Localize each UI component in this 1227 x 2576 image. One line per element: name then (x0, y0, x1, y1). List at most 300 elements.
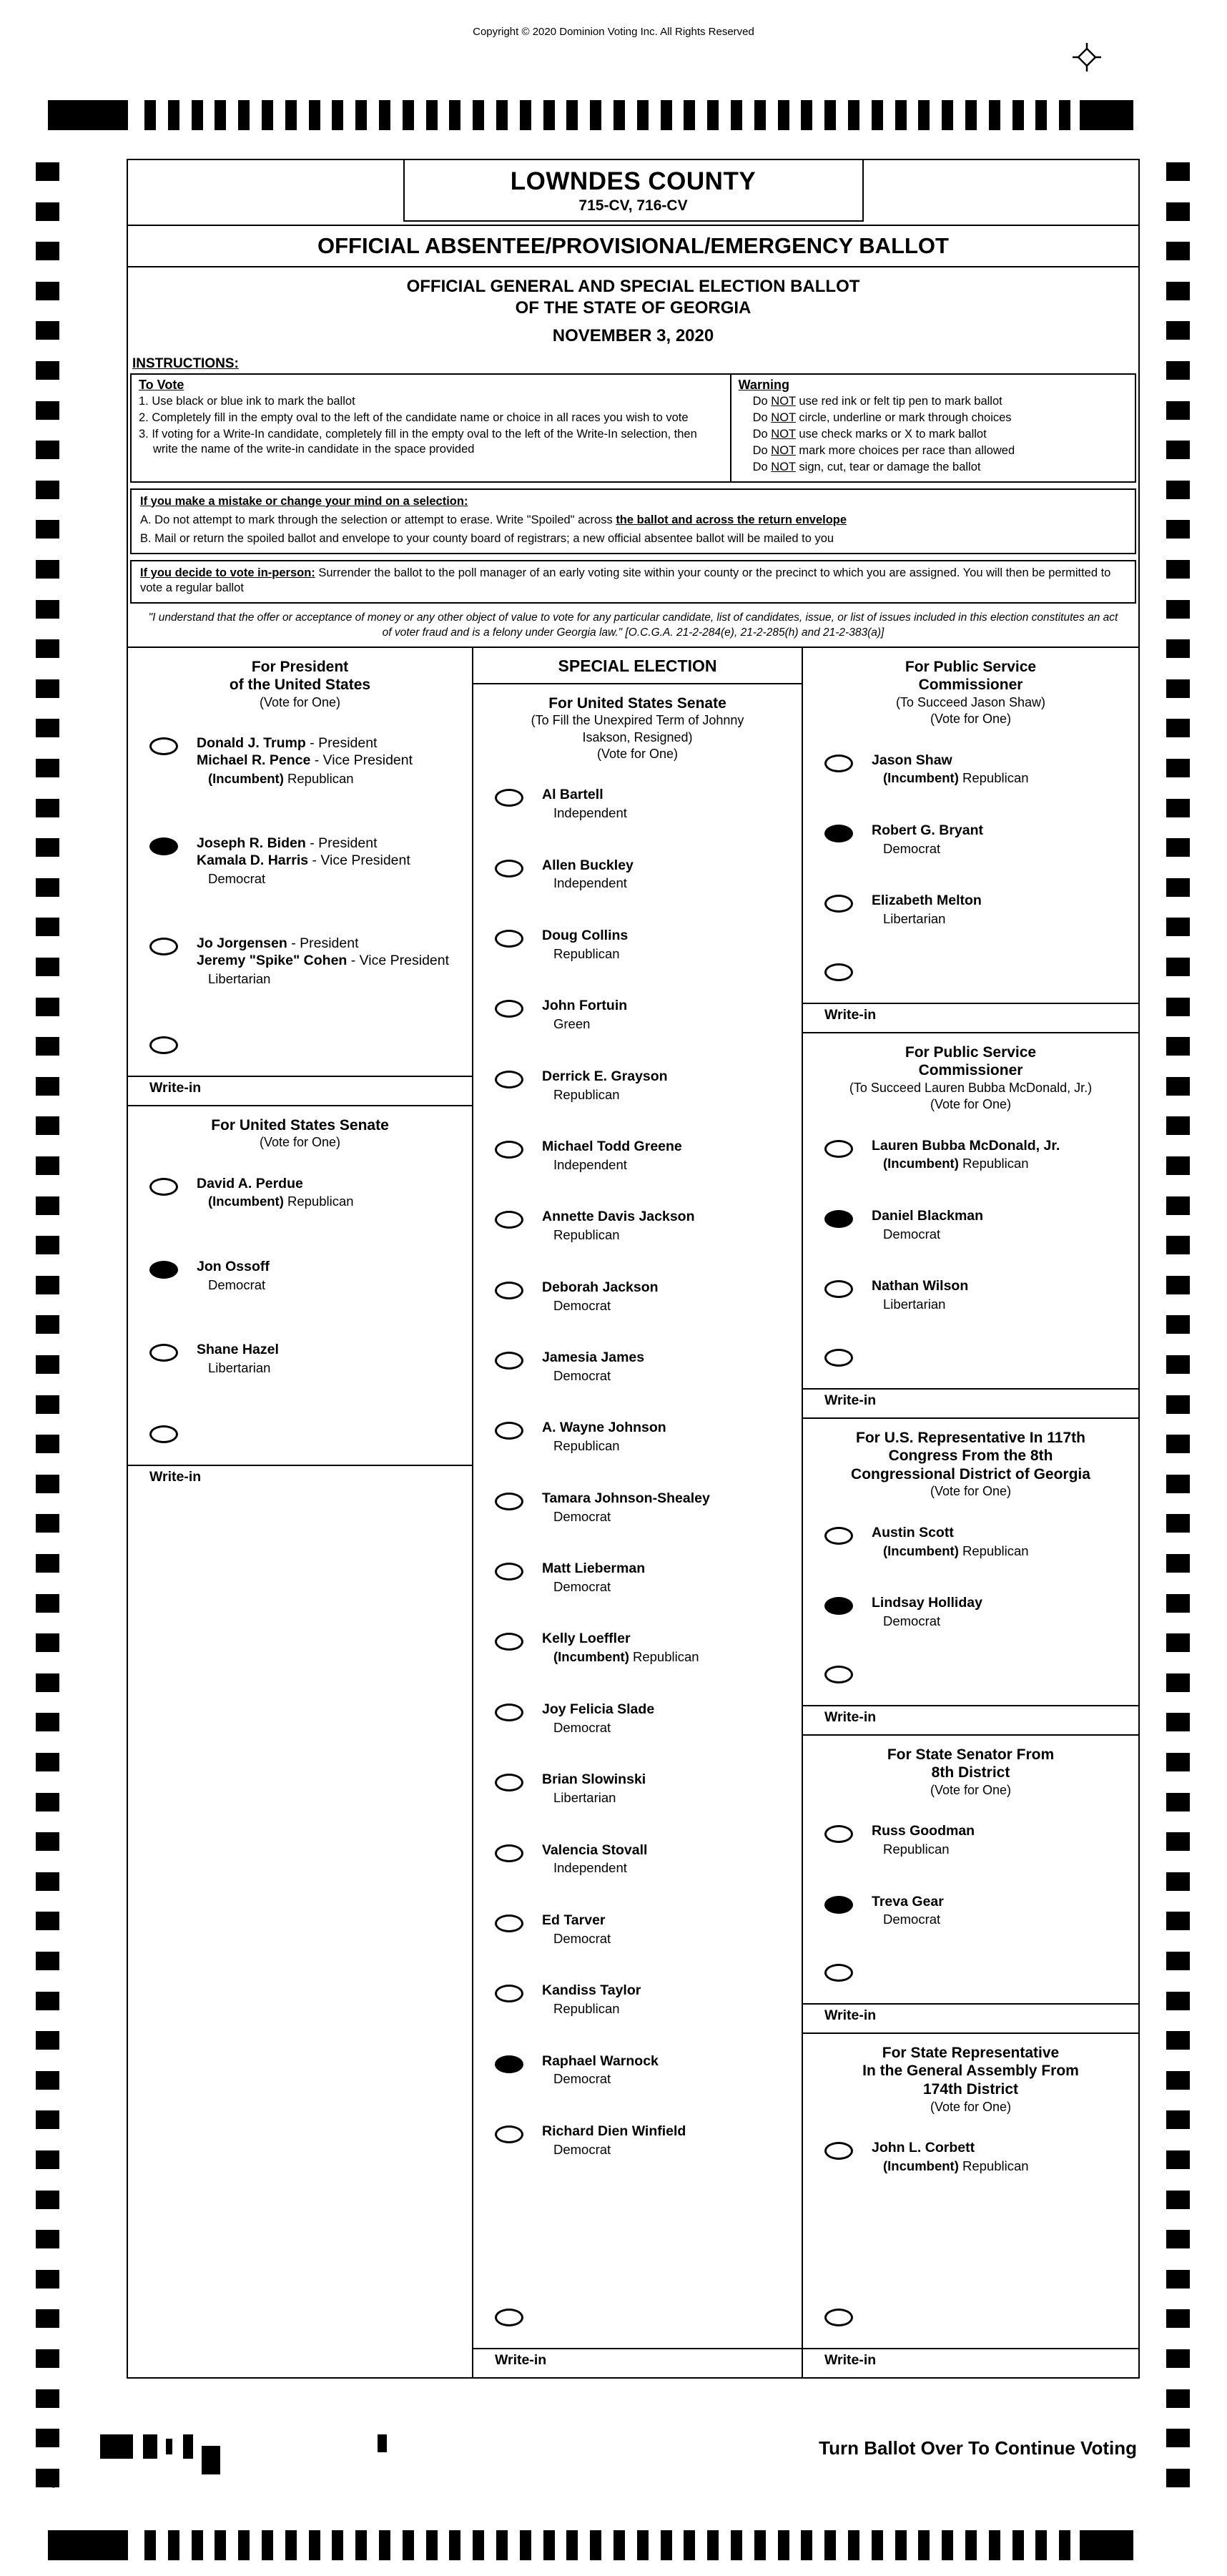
candidate-name-bold: Joseph R. Biden (197, 835, 306, 852)
ballot-oval[interactable] (495, 930, 523, 948)
candidate-name: Kamala D. Harris - Vice President (197, 852, 410, 869)
timing-mark (332, 100, 343, 130)
race-title: of the United States (229, 677, 371, 694)
timing-mark (566, 100, 578, 130)
candidate-party: Democrat (883, 1912, 941, 1927)
timing-mark (36, 401, 59, 420)
candidate-info (542, 2123, 686, 2158)
write-in-oval[interactable] (824, 963, 853, 981)
warning-not-emphasis: NOT (771, 461, 796, 474)
write-in-label: Write-in (824, 1709, 877, 1725)
ballot-oval[interactable] (495, 1985, 523, 2002)
timing-mark (1166, 1673, 1190, 1692)
barcode-bar (143, 2434, 157, 2459)
timing-mark (824, 100, 836, 130)
candidate-name-bold: Jo Jorgensen (197, 935, 287, 952)
ballot-oval-filled[interactable] (495, 2055, 523, 2073)
ballot-oval[interactable] (495, 1563, 523, 1580)
candidate-name-bold: Russ Goodman (872, 1823, 975, 1839)
timing-mark (848, 2530, 859, 2560)
timing-mark (36, 918, 59, 936)
incumbent-label: (Incumbent) (208, 1194, 284, 1209)
timing-mark (1166, 1355, 1190, 1374)
race-subtitle: Isakson, Resigned) (582, 729, 693, 744)
timing-mark (1166, 401, 1190, 420)
ballot-oval[interactable] (495, 1774, 523, 1791)
candidate-name-bold: Kamala D. Harris (197, 852, 309, 869)
timing-mark (1166, 2150, 1190, 2169)
candidate-name-bold: Valencia Stovall (542, 1842, 648, 1858)
ballot-oval-filled[interactable] (149, 1261, 178, 1279)
to-vote-item: 3. If voting for a Write-In candidate, completely fill in the empty oval to the left of the Write-In selection, then write the name of the write-in candidate in the space provided (139, 428, 697, 456)
mistake-title: If you make a mistake or change your mind on a selection: (140, 494, 468, 508)
warning-title: Warning (738, 378, 789, 392)
ballot-oval[interactable] (495, 1704, 523, 1721)
candidate-name (542, 928, 628, 945)
candidate-row (495, 1068, 797, 1103)
timing-mark (36, 1793, 59, 1811)
ballot-oval[interactable] (495, 1282, 523, 1299)
warning-not-emphasis: NOT (771, 428, 796, 441)
voter-fraud-oath: "I understand that the offer or acceptance of money or any other object of value to vote for any particular candidate, list of candidates, issue, or list of issues included in this election constitutes an act of voter fraud and is a felony under Georgia law." [O.C.G.A. 21-2-284(e), 21-2-285(h) and 21-2-383(a)] (148, 611, 1118, 639)
incumbent-label: (Incumbent) (208, 770, 284, 786)
ballot-oval[interactable] (495, 1422, 523, 1440)
ballot-oval[interactable] (495, 2125, 523, 2143)
timing-mark (1166, 520, 1190, 539)
timing-mark (36, 1673, 59, 1692)
county-name: LOWNDES COUNTY (510, 167, 757, 195)
candidate-row (824, 1525, 1134, 1559)
candidate-party: Independent (553, 1156, 627, 1172)
candidate-name-bold: Doug Collins (542, 928, 629, 944)
candidate-party: Democrat (883, 840, 941, 856)
candidate-party: Libertarian (883, 1297, 946, 1312)
barcode-bar (100, 2434, 133, 2459)
candidate-row (495, 1209, 797, 1243)
candidate-name-bold: Shane Hazel (197, 1342, 279, 1358)
timing-mark (1166, 1196, 1190, 1215)
election-title-line1: OFFICIAL GENERAL AND SPECIAL ELECTION BALLOT (406, 277, 860, 296)
candidate-name (542, 998, 627, 1015)
timing-mark (36, 1952, 59, 1970)
ballot-oval[interactable] (495, 1493, 523, 1510)
ballot-oval[interactable] (824, 754, 853, 772)
timing-mark (1166, 2110, 1190, 2129)
timing-mark (1166, 2309, 1190, 2328)
race (128, 648, 472, 1105)
timing-mark (36, 520, 59, 539)
candidate-name (542, 1420, 666, 1437)
timing-mark (496, 2530, 508, 2560)
timing-mark (895, 100, 907, 130)
write-in-area (473, 2306, 802, 2377)
timing-mark (36, 1832, 59, 1851)
timing-mark (36, 1196, 59, 1215)
candidate-row (824, 752, 1134, 787)
timing-mark (1166, 202, 1190, 221)
candidate-name-bold: John Fortuin (542, 998, 628, 1014)
candidate-name (542, 1068, 668, 1086)
candidate-info (872, 1525, 1029, 1559)
timing-mark (36, 998, 59, 1016)
race-title: Congressional District of Georgia (851, 1465, 1090, 1483)
candidate-row (824, 1208, 1134, 1242)
write-in-area (803, 1964, 1138, 2032)
candidate-party: Democrat (553, 1719, 611, 1735)
candidate-name-bold: Annette Davis Jackson (542, 1209, 695, 1225)
timing-mark (1166, 481, 1190, 499)
timing-mark (661, 2530, 672, 2560)
timing-mark (731, 2530, 742, 2560)
candidate-party: (Incumbent) Republican (208, 1194, 354, 1209)
candidate-party: Republican (553, 1227, 620, 1243)
timing-mark (1166, 1315, 1190, 1334)
race (128, 1105, 472, 1494)
ballot-oval[interactable] (824, 2142, 853, 2160)
incumbent-label: (Incumbent) (883, 1156, 959, 1171)
candidate-party: Libertarian (883, 911, 946, 927)
candidate-party: Democrat (553, 1578, 611, 1594)
ballot-title: OFFICIAL ABSENTEE/PROVISIONAL/EMERGENCY BALLOT (128, 225, 1138, 267)
candidate-party: Democrat (553, 1508, 611, 1524)
candidate-row (149, 935, 468, 987)
timing-mark (590, 100, 601, 130)
ballot-oval[interactable] (495, 1844, 523, 1862)
candidate-row (495, 1560, 797, 1595)
candidate-name: Donald J. Trump - President (197, 735, 378, 752)
timing-mark (36, 481, 59, 499)
race-title: Commissioner (918, 677, 1023, 694)
ballot-oval[interactable] (495, 1211, 523, 1229)
candidate-info (542, 998, 627, 1032)
timing-mark (1166, 1753, 1190, 1771)
write-in-oval[interactable] (824, 1666, 853, 1683)
timing-mark (566, 2530, 578, 2560)
timing-mark (1166, 1554, 1190, 1573)
timing-mark (1166, 1992, 1190, 2010)
timing-mark (36, 639, 59, 658)
timing-mark (684, 2530, 695, 2560)
candidate-name-bold: John L. Corbett (872, 2140, 975, 2156)
ballot-oval[interactable] (824, 1825, 853, 1843)
candidate-party: Independent (553, 805, 627, 821)
to-vote-item: 2. Completely fill in the empty oval to the left of the candidate name or choice in all races you wish to vote (139, 411, 689, 425)
write-in-oval[interactable] (824, 1964, 853, 1982)
timing-mark (285, 100, 297, 130)
timing-mark (1166, 282, 1190, 300)
candidate-info (197, 835, 410, 887)
warning-not-emphasis: NOT (771, 411, 796, 425)
write-in-label: Write-in (824, 1392, 877, 1408)
timing-mark (801, 2530, 812, 2560)
timing-mark (192, 100, 203, 130)
timing-mark (36, 1475, 59, 1493)
race-title: For Public Service (905, 1043, 1037, 1061)
candidate-name (872, 1278, 968, 1295)
ballot-oval[interactable] (495, 789, 523, 807)
timing-mark (1166, 2469, 1190, 2487)
ballot-oval-filled[interactable] (824, 1896, 853, 1914)
instructions-label: INSTRUCTIONS: (132, 356, 239, 371)
timing-mark (1166, 799, 1190, 817)
timing-mark (36, 2031, 59, 2050)
candidate-name-bold: Tamara Johnson-Shealey (542, 1490, 710, 1506)
candidate-info (197, 735, 413, 787)
candidate-party: Democrat (553, 1367, 611, 1383)
write-in-oval[interactable] (824, 2309, 853, 2326)
candidate-row (495, 1279, 797, 1314)
candidate-info (542, 857, 634, 892)
timing-mark (355, 100, 367, 130)
timing-mark (36, 1912, 59, 1930)
ballot-oval-filled[interactable] (824, 825, 853, 842)
candidate-row (495, 1490, 797, 1525)
candidate-name (542, 1912, 611, 1929)
ballot-oval[interactable] (149, 938, 178, 955)
candidate-name-bold: David A. Perdue (197, 1175, 303, 1191)
candidate-info (872, 2140, 1029, 2174)
incumbent-label: (Incumbent) (553, 1649, 629, 1665)
ballot-oval[interactable] (149, 1344, 178, 1362)
timing-mark (36, 2349, 59, 2368)
ballot-oval-filled[interactable] (824, 1597, 853, 1615)
timing-mark (918, 2530, 930, 2560)
write-in-oval[interactable] (824, 1349, 853, 1367)
to-vote-item: 1. Use black or blue ink to mark the ballot (139, 395, 355, 408)
timing-mark (1166, 679, 1190, 698)
ballot-oval-filled[interactable] (824, 1210, 853, 1228)
candidate-party: Democrat (883, 1226, 941, 1242)
ballot-oval-filled[interactable] (149, 837, 178, 855)
timing-mark (262, 2530, 273, 2560)
timing-block (48, 2530, 128, 2560)
write-in-label: Write-in (824, 1006, 877, 1023)
warning-item: Do NOT use check marks or X to mark ballot (752, 428, 987, 441)
to-vote-section (132, 375, 731, 481)
candidate-row (495, 2053, 797, 2088)
candidate-name (872, 1208, 983, 1225)
candidate-row (495, 1912, 797, 1947)
ballot-oval[interactable] (495, 860, 523, 877)
timing-mark (1035, 100, 1047, 130)
timing-mark (36, 1554, 59, 1573)
race-title: For State Representative (882, 2044, 1060, 2061)
timing-mark (36, 958, 59, 976)
timing-mark (707, 2530, 719, 2560)
special-election-banner: SPECIAL ELECTION (473, 648, 802, 684)
timing-mark (942, 100, 953, 130)
timing-mark (192, 2530, 203, 2560)
candidate-info (542, 1350, 644, 1384)
ballot-oval[interactable] (824, 1280, 853, 1298)
warning-not-emphasis: NOT (771, 395, 796, 408)
timing-mark (36, 2230, 59, 2248)
write-in-area (803, 1666, 1138, 1734)
write-in-oval[interactable] (149, 1036, 178, 1054)
timing-mark (36, 600, 59, 619)
candidate-row (495, 998, 797, 1032)
candidate-info (542, 1771, 646, 1806)
candidate-info (197, 935, 449, 987)
candidate-info (542, 1701, 654, 1736)
candidate-info (542, 1631, 699, 1665)
timing-mark (36, 1156, 59, 1175)
ballot-oval[interactable] (495, 1914, 523, 1932)
candidate-party: Independent (553, 1860, 627, 1876)
candidate-row (495, 1842, 797, 1877)
warning-items (739, 394, 1128, 476)
timing-mark (238, 2530, 250, 2560)
ballot-oval[interactable] (824, 1527, 853, 1545)
ballot-oval[interactable] (495, 1141, 523, 1159)
candidate-name-bold: Kelly Loeffler (542, 1631, 631, 1647)
write-in-line (803, 2326, 1138, 2349)
candidate-row (495, 1982, 797, 2017)
candidate-party: Libertarian (553, 1789, 616, 1805)
candidate-party: Republican (553, 1086, 620, 1102)
timing-mark (379, 100, 390, 130)
ballot-oval[interactable] (495, 1071, 523, 1088)
candidate-row (824, 822, 1134, 857)
candidate-name-bold: Daniel Blackman (872, 1207, 984, 1224)
timing-mark (824, 2530, 836, 2560)
candidate-info (872, 1208, 983, 1242)
write-in-line (473, 2326, 802, 2349)
race-title: 8th District (931, 1764, 1010, 1781)
timing-mark (36, 1395, 59, 1414)
candidate-name (542, 1490, 710, 1508)
timing-mark (36, 1435, 59, 1453)
timing-mark (707, 100, 719, 130)
timing-mark (332, 2530, 343, 2560)
timing-mark (426, 2530, 438, 2560)
write-in-label: Write-in (149, 1468, 202, 1485)
timing-mark (1166, 1156, 1190, 1175)
timing-mark (1166, 838, 1190, 857)
timing-mark (36, 560, 59, 579)
candidate-name (542, 857, 634, 875)
candidate-info (872, 1823, 975, 1857)
candidate-row (495, 1350, 797, 1384)
candidate-name-bold: Al Bartell (542, 787, 603, 803)
vote-for-instruction: (Vote for One) (259, 694, 341, 709)
mistake-item-a-text: A. Do not attempt to mark through the selection or attempt to erase. Write "Spoiled" across (140, 513, 616, 526)
ballot-oval[interactable] (149, 737, 178, 755)
timing-mark (1166, 1077, 1190, 1096)
timing-mark (496, 100, 508, 130)
timing-mark (872, 2530, 883, 2560)
timing-mark (379, 2530, 390, 2560)
timing-mark (989, 100, 1000, 130)
candidate-name (197, 1259, 270, 1276)
timing-mark (36, 2110, 59, 2129)
write-in-line (128, 1054, 472, 1077)
timing-mark (590, 2530, 601, 2560)
candidate-name-bold: Jon Ossoff (197, 1258, 270, 1274)
candidate-info (197, 1259, 270, 1293)
ballot-oval[interactable] (495, 1000, 523, 1018)
candidate-name (542, 1631, 699, 1648)
timing-mark (36, 719, 59, 737)
timing-mark (36, 1315, 59, 1334)
candidate-name (872, 1823, 975, 1840)
candidate-row (495, 1701, 797, 1736)
candidate-name-bold: Elizabeth Melton (872, 893, 982, 909)
registration-crosshair-icon (1071, 41, 1103, 73)
candidate-info (542, 2053, 659, 2088)
barcode-bar (202, 2446, 220, 2474)
timing-mark (1166, 162, 1190, 181)
write-in-oval[interactable] (149, 1425, 178, 1443)
ballot-oval[interactable] (824, 1140, 853, 1158)
timing-mark (1166, 1236, 1190, 1254)
ballot-oval[interactable] (495, 1633, 523, 1651)
candidate-party: Republican (883, 1841, 950, 1857)
candidate-party: Republican (553, 1438, 620, 1454)
ballot-oval[interactable] (149, 1178, 178, 1196)
ballot-oval[interactable] (495, 1352, 523, 1370)
warning-section (731, 375, 1135, 481)
in-person-text: Surrender the ballot to the poll manager of an early voting site within your county or the precinct to which you are assigned. You will then be permitted to vote a regular ballot (140, 566, 1111, 595)
candidate-party: (Incumbent) Republican (883, 770, 1029, 786)
candidate-info (872, 1138, 1060, 1172)
timing-mark (637, 2530, 649, 2560)
candidate-name-bold: Jamesia James (542, 1350, 645, 1366)
race (803, 1417, 1138, 1734)
candidate-row (824, 2140, 1134, 2174)
timing-mark (215, 2530, 226, 2560)
timing-mark (36, 162, 59, 181)
timing-mark (1166, 2429, 1190, 2447)
timing-mark (36, 1037, 59, 1056)
candidate-party: Democrat (208, 1277, 266, 1292)
turn-ballot-over-text: Turn Ballot Over To Continue Voting (819, 2437, 1137, 2459)
timing-mark (168, 2530, 179, 2560)
candidate-name-bold: Jeremy "Spike" Cohen (197, 953, 348, 969)
candidate-party: Democrat (553, 1297, 611, 1313)
timing-mark (36, 2389, 59, 2408)
write-in-line (803, 1683, 1138, 1706)
candidate-name-bold: Lauren Bubba McDonald, Jr. (872, 1137, 1060, 1154)
candidate-info (542, 1420, 666, 1454)
timing-mark (1035, 2530, 1047, 2560)
timing-mark (36, 2429, 59, 2447)
timing-mark (614, 2530, 625, 2560)
write-in-label: Write-in (824, 2352, 877, 2368)
timing-block (1080, 2530, 1133, 2560)
write-in-label: Write-in (824, 2007, 877, 2023)
candidate-name (542, 1701, 654, 1719)
candidate-party: Democrat (553, 2071, 611, 2087)
timing-mark (1166, 242, 1190, 260)
candidate-party: Republican (553, 945, 620, 961)
timing-mark (1166, 2191, 1190, 2209)
write-in-oval[interactable] (495, 2309, 523, 2326)
race-title: For United States Senate (548, 694, 726, 712)
candidate-name (872, 1525, 1029, 1542)
in-person-section (130, 560, 1136, 604)
ballot-oval[interactable] (824, 895, 853, 913)
candidate-row (149, 735, 468, 787)
candidate-name-bold: Derrick E. Grayson (542, 1068, 668, 1084)
timing-mark (36, 1355, 59, 1374)
timing-mark (1166, 1832, 1190, 1851)
in-person-title: If you decide to vote in-person: (140, 566, 315, 579)
candidate-party: Republican (553, 2000, 620, 2016)
ballot-column-1 (128, 648, 473, 2377)
candidate-row (149, 1342, 468, 1376)
race-title: Commissioner (918, 1062, 1023, 1079)
